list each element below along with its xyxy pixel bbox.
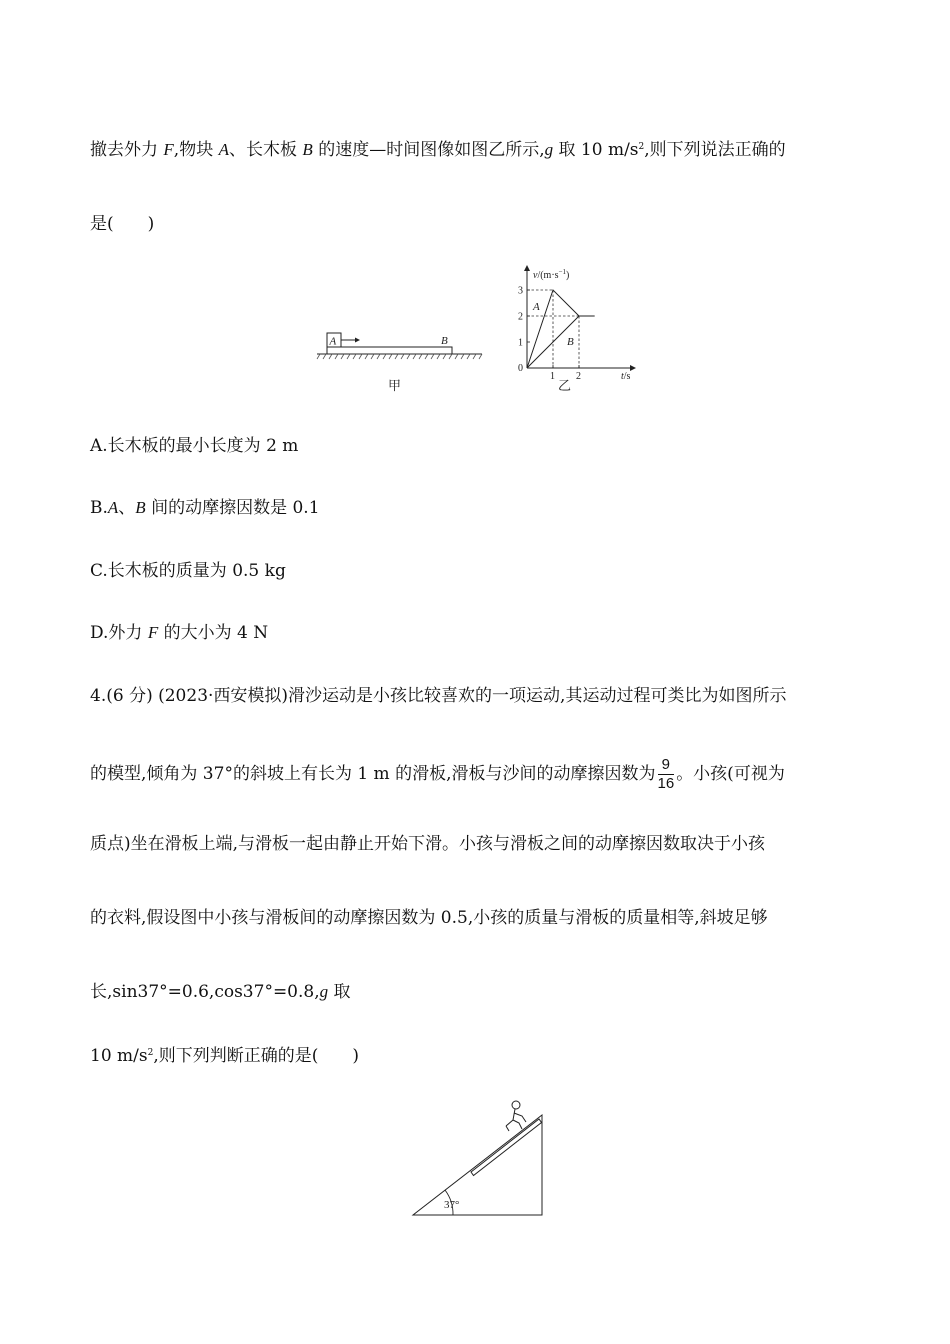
q3-stem-line2: 是( ) [90, 214, 155, 234]
series-b-label: B [567, 336, 574, 348]
option-d: D.外力 F 的大小为 4 N [90, 623, 269, 643]
slope-angle-label: 37° [444, 1199, 460, 1211]
x-axis-arrow [630, 365, 636, 371]
option-b: B.A、B 间的动摩擦因数是 0.1 [90, 498, 320, 518]
option-c: C.长木板的质量为 0.5 kg [90, 561, 286, 581]
slope-triangle [413, 1115, 542, 1215]
q4-line5: 长,sin37°=0.6,cos37°=0.8,g 取 [90, 982, 351, 1002]
option-a: A.长木板的最小长度为 2 m [90, 436, 299, 456]
series-line-b [527, 316, 595, 368]
figure-yi-caption: 乙 [558, 378, 572, 393]
y-axis-arrow [524, 265, 530, 271]
ground-hatch [317, 354, 482, 359]
figure-yi-vt-chart [505, 262, 655, 397]
var-B: B [302, 140, 313, 159]
board-b [327, 347, 452, 354]
var-g: g [544, 140, 554, 159]
y-tick-label-3: 3 [518, 285, 523, 297]
var-F: F [163, 140, 174, 159]
q4-line1: 4.(6 分) (2023·西安模拟)滑沙运动是小孩比较喜欢的一项运动,其运动过程可类比为如图所示 [90, 686, 787, 706]
q4-line6: 10 $m/s^2$,则下列判断正确的是( ) [90, 1046, 360, 1066]
board-b-label: B [441, 335, 448, 347]
x-tick-label-2: 2 [576, 371, 581, 382]
y-tick-label-1: 1 [518, 337, 523, 349]
x-tick-label-1: 1 [550, 371, 555, 382]
var-A: A [218, 140, 229, 159]
q3-stem-line1: 撤去外力 F,物块 A、长木板 B 的速度—时间图像如图乙所示,g 取 10 $m/s^2$,则下列说法正确的 [90, 140, 786, 160]
block-a-label: A [329, 335, 337, 348]
slope-figure [405, 1092, 555, 1222]
x-axis-label: t/s [621, 371, 631, 382]
x-tick-label-0: 0 [518, 363, 523, 374]
y-tick-label-2: 2 [518, 311, 523, 323]
figure-jia-caption: 甲 [388, 378, 402, 393]
q4-line2: 的模型,倾角为 37°的斜坡上有长为 1 m 的滑板,滑板与沙间的动摩擦因数为 $\frac{9}{16}$ 。小孩(可视为 [90, 756, 785, 792]
child-figure [506, 1101, 526, 1131]
q4-line4: 的衣料,假设图中小孩与滑板间的动摩擦因数为 0.5,小孩的质量与滑板的质量相等,斜坡足够 [90, 908, 768, 928]
friction-fraction: $\frac{9}{16}$ [657, 756, 675, 792]
arrow-head [355, 338, 360, 343]
sled-board [471, 1119, 542, 1176]
series-a-label: A [533, 301, 540, 313]
q4-line3: 质点)坐在滑板上端,与滑板一起由静止开始下滑。小孩与滑板之间的动摩擦因数取决于小孩 [90, 834, 766, 854]
figure-jia [310, 325, 490, 400]
y-axis-label: $v/(m\cdot s^{-1})$ [533, 268, 570, 281]
